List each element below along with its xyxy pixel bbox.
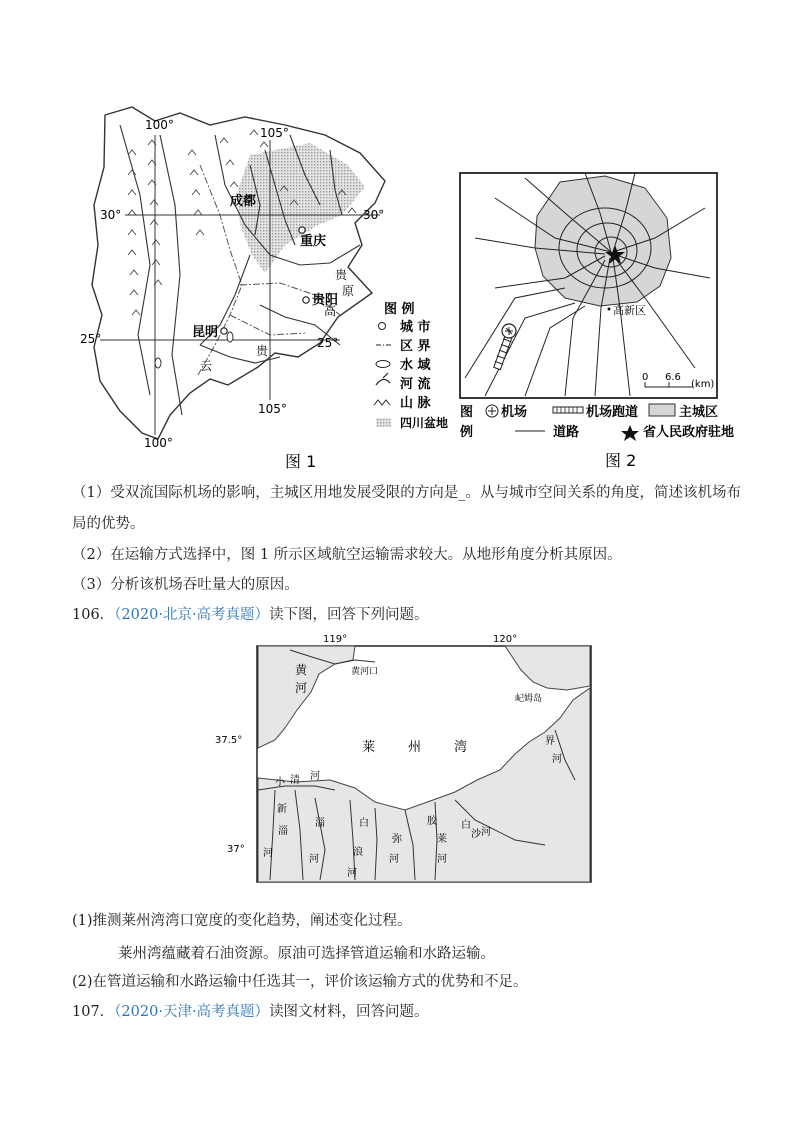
river-label: 河: [295, 681, 308, 695]
region-label: 原: [342, 284, 355, 298]
water-icon: [376, 361, 390, 368]
city-label: 贵阳: [312, 293, 339, 308]
lake: [227, 332, 233, 342]
lat-label: 30°: [363, 208, 385, 222]
legend-title: 例: [460, 425, 474, 440]
q105-sub3: （3）分析该机场吞吐量大的原因。: [72, 577, 299, 593]
lon-label: 120°: [493, 634, 518, 645]
question-text: 读下图，回答下列问题。: [269, 607, 429, 623]
river-label: 新: [277, 804, 287, 815]
figure-2-caption: 图 2: [605, 451, 637, 468]
city-icon: [379, 323, 386, 330]
river-label: 淄: [315, 818, 325, 829]
government-star-icon: [621, 425, 639, 441]
city-marker: [299, 227, 305, 233]
lat-label: 37°: [227, 844, 245, 855]
lon-label: 105°: [260, 126, 289, 140]
region-label: 贵: [256, 344, 269, 358]
scale-unit: (km): [691, 379, 715, 390]
lon-label: 119°: [323, 634, 348, 645]
lon-label: 100°: [145, 118, 174, 132]
figure-1-caption: 图 1: [285, 452, 317, 471]
question-number: 107．: [72, 1004, 115, 1020]
laizhou-bay-map: [215, 630, 595, 888]
legend-label: 水 域: [400, 358, 431, 373]
bay-label: 莱: [362, 740, 376, 755]
city-label: 成都: [230, 194, 257, 209]
q106-material: 莱州湾蕴藏着石油资源。原油可选择管道运输和水路运输。: [118, 946, 495, 962]
river-label: 淄: [278, 826, 288, 837]
city-marker: [303, 297, 309, 303]
legend-label: 区 界: [400, 339, 431, 354]
river-label: 莱: [437, 834, 447, 845]
river-label: 白: [461, 820, 471, 831]
river-label: 弥: [392, 834, 402, 845]
river-label: 胶: [427, 816, 437, 827]
question-text: 读图文材料，回答问题。: [269, 1004, 429, 1020]
river-label: 界: [545, 736, 555, 747]
place-label: 黄河口: [351, 667, 379, 677]
urban-area-icon: [649, 404, 675, 416]
region-label: 贵: [335, 268, 348, 282]
legend-label: 主城区: [679, 405, 719, 420]
q105-sub1-line2: 局的优势。: [72, 516, 145, 532]
lat-label: 25°: [317, 336, 339, 350]
q106-header: [72, 605, 429, 625]
scale-zero: 0: [642, 372, 649, 383]
river-label: 小: [275, 777, 285, 788]
lake: [155, 358, 161, 368]
question-source: （2020·北京·高考真题）: [114, 607, 270, 623]
river-label: 浪: [353, 847, 363, 858]
river-label: 河: [309, 854, 319, 865]
lat-label: 30°: [100, 208, 122, 222]
legend-title: 图 例: [384, 302, 415, 317]
legend-label: 山 脉: [400, 396, 431, 411]
basin-icon: [376, 418, 391, 427]
river-label: 河: [310, 771, 320, 782]
runway-icon: [553, 407, 583, 413]
river-label: 河: [552, 754, 562, 765]
river-label: 黄: [295, 663, 308, 677]
question-source: （2020·天津·高考真题）: [114, 1004, 270, 1020]
lat-label: 37.5°: [215, 735, 243, 746]
river-icon: [376, 373, 390, 385]
river-label: 沙: [471, 829, 481, 840]
legend-label: 四川盆地: [400, 416, 449, 430]
city-marker: [221, 328, 227, 334]
lon-label: 100°: [144, 436, 173, 450]
river-label: 河: [263, 848, 273, 859]
legend-title: 图: [460, 405, 474, 420]
legend-label: 道路: [553, 425, 580, 440]
legend-label: 河 流: [400, 377, 431, 392]
place-label: 屺姆岛: [515, 694, 543, 704]
legend-label: 省人民政府驻地: [643, 425, 735, 440]
bay-label: 州: [408, 740, 422, 755]
scale-value: 6.6: [665, 372, 681, 383]
q105-sub2: （2）在运输方式选择中，图 1 所示区域航空运输需求较大。从地形角度分析其原因。: [72, 547, 622, 563]
mountain-icon: [374, 400, 390, 405]
river-label: 白: [359, 818, 369, 829]
city-label: 昆明: [192, 325, 219, 340]
district-label: 高新区: [613, 304, 646, 317]
lat-label: 25°: [80, 332, 102, 346]
legend-label: 城 市: [400, 320, 431, 335]
q106-sub2: (2)在管道运输和水路运输中任选其一，评价该运输方式的优势和不足。: [72, 974, 528, 990]
q105-sub1-line1: （1）受双流国际机场的影响，主城区用地发展受限的方向是_。从与城市空间关系的角度，简述该机场布: [72, 485, 741, 501]
bay-label: 湾: [454, 740, 468, 755]
river-label: 河: [481, 827, 491, 838]
river-label: 河: [347, 868, 357, 879]
lon-label: 105°: [258, 402, 287, 416]
region-label: 云: [200, 359, 213, 373]
river-label: 河: [389, 854, 399, 865]
q106-sub1: (1)推测莱州湾湾口宽度的变化趋势，阐述变化过程。: [72, 913, 412, 929]
legend-label: 机场: [501, 405, 528, 420]
city-label: 重庆: [300, 234, 327, 249]
figure-1-map: [80, 95, 470, 475]
question-number: 106．: [72, 607, 115, 623]
legend-label: 机场跑道: [586, 405, 639, 420]
figure-2-map: [455, 168, 735, 468]
region-label: 高: [324, 304, 337, 318]
river-label: 清: [290, 775, 300, 786]
q107-header: [72, 1002, 429, 1022]
river-label: 河: [437, 854, 447, 865]
